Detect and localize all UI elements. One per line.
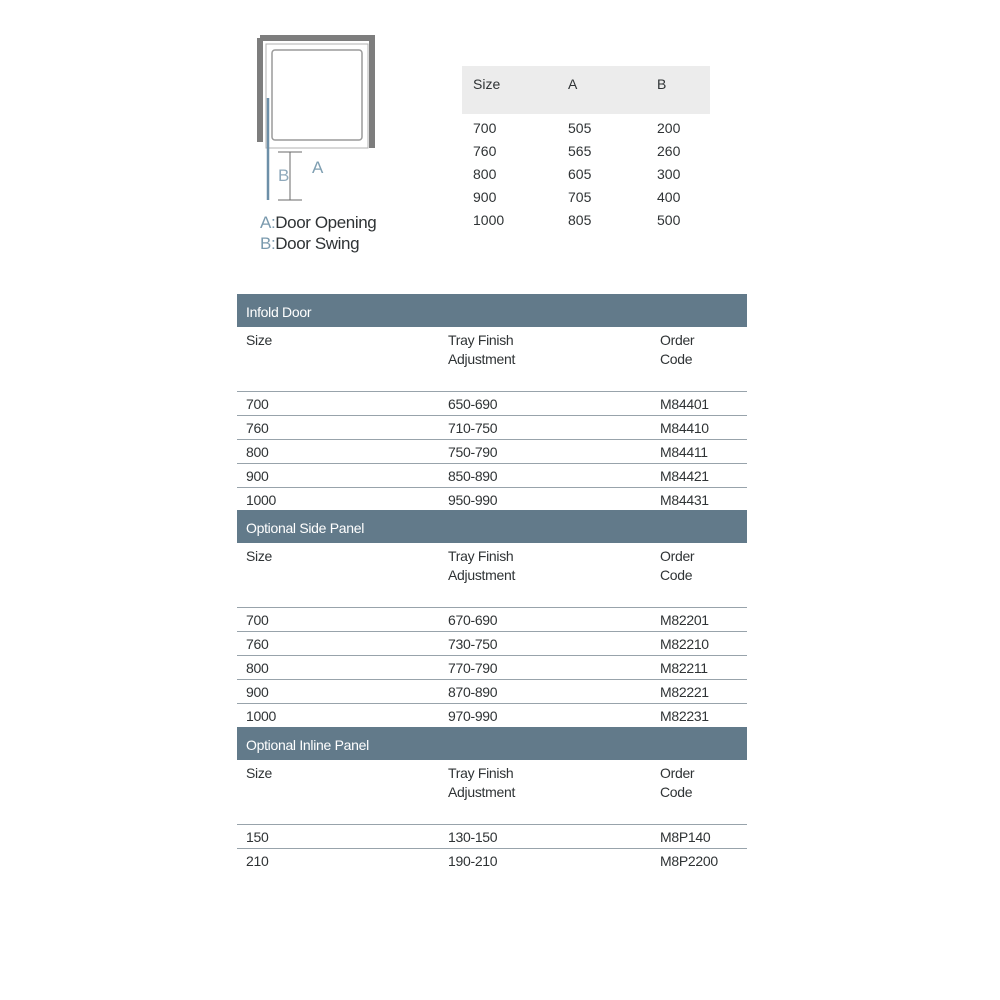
cell: 700: [246, 612, 269, 628]
legend-key: A:: [260, 213, 276, 232]
cell: M84411: [660, 444, 708, 460]
table-row: [462, 120, 710, 143]
cell: M82210: [660, 636, 709, 652]
column-header: [237, 327, 747, 391]
cell: M82231: [660, 708, 709, 724]
dimensions-table: [462, 66, 710, 235]
cell: 950-990: [448, 492, 498, 508]
header-b: B: [657, 76, 667, 92]
col-order-code: [660, 331, 694, 369]
cell: 705: [568, 189, 592, 205]
table-row: [237, 415, 747, 439]
cell: 190-210: [448, 853, 498, 869]
cell: 210: [246, 853, 269, 869]
cell: 730-750: [448, 636, 498, 652]
table-row: [237, 463, 747, 487]
section-title: Optional Side Panel: [237, 510, 747, 543]
cell: 400: [657, 189, 681, 205]
side-panel-table: [237, 510, 747, 727]
cell: M84401: [660, 396, 709, 412]
cell: 700: [473, 120, 497, 136]
cell: 710-750: [448, 420, 498, 436]
infold-door-table: [237, 294, 747, 511]
cell: M84431: [660, 492, 709, 508]
table-row: [237, 703, 747, 727]
table-row: [237, 391, 747, 415]
col-order-code: [660, 764, 694, 802]
col-tray-line1: Tray Finish: [448, 332, 514, 348]
cell: M84410: [660, 420, 709, 436]
header-size: Size: [473, 76, 501, 92]
cell: 850-890: [448, 468, 498, 484]
cell: M8P2200: [660, 853, 718, 869]
diagram-label-a: A: [312, 158, 324, 177]
cell: 770-790: [448, 660, 498, 676]
legend-key: B:: [260, 234, 276, 253]
cell: 970-990: [448, 708, 498, 724]
column-header: [237, 760, 747, 824]
col-tray-line1: Tray Finish: [448, 765, 514, 781]
cell: 505: [568, 120, 592, 136]
table-row: [237, 631, 747, 655]
cell: 800: [246, 444, 269, 460]
col-tray-finish: [448, 764, 515, 802]
diagram-label-b: B: [278, 166, 290, 185]
cell: 1000: [246, 708, 276, 724]
cell: 900: [246, 468, 269, 484]
cell: M82211: [660, 660, 708, 676]
legend-item-a: [260, 212, 376, 233]
header-a: A: [568, 76, 578, 92]
column-header: [237, 543, 747, 607]
cell: 750-790: [448, 444, 498, 460]
table-row: [237, 655, 747, 679]
cell: 300: [657, 166, 681, 182]
table-row: [237, 824, 747, 848]
cell: 200: [657, 120, 681, 136]
table-row: [237, 607, 747, 631]
table-row: [462, 143, 710, 166]
cell: 760: [246, 636, 269, 652]
cell: M8P140: [660, 829, 711, 845]
cell: 805: [568, 212, 592, 228]
section-title: Optional Inline Panel: [237, 727, 747, 760]
cell: 700: [246, 396, 269, 412]
cell: 760: [473, 143, 497, 159]
cell: 130-150: [448, 829, 498, 845]
cell: 900: [473, 189, 497, 205]
col-tray-finish: [448, 331, 515, 369]
legend-text: Door Swing: [275, 234, 360, 253]
cell: M82201: [660, 612, 709, 628]
col-tray-line2: Adjustment: [448, 784, 516, 800]
cell: 870-890: [448, 684, 498, 700]
cell: 670-690: [448, 612, 498, 628]
cell: 760: [246, 420, 269, 436]
legend-text: Door Opening: [275, 213, 377, 232]
col-tray-line2: Adjustment: [448, 567, 516, 583]
table-row: [462, 166, 710, 189]
col-order-line2: Code: [660, 784, 693, 800]
col-order-code: [660, 547, 694, 585]
col-tray-line1: Tray Finish: [448, 548, 514, 564]
col-size: Size: [246, 548, 273, 564]
col-order-line2: Code: [660, 351, 693, 367]
table-row: [462, 212, 710, 235]
cell: M82221: [660, 684, 709, 700]
col-size: Size: [246, 765, 273, 781]
col-tray-line2: Adjustment: [448, 351, 516, 367]
table-row: [237, 848, 747, 872]
cell: 650-690: [448, 396, 498, 412]
table-row: [237, 679, 747, 703]
col-order-line1: Order: [660, 765, 695, 781]
cell: 900: [246, 684, 269, 700]
cell: 1000: [246, 492, 276, 508]
enclosure-plan-diagram: [252, 34, 402, 214]
cell: 1000: [473, 212, 505, 228]
section-title: Infold Door: [237, 294, 747, 327]
legend-item-b: [260, 233, 376, 254]
inline-panel-table: [237, 727, 747, 872]
cell: M84421: [660, 468, 709, 484]
cell: 605: [568, 166, 592, 182]
cell: 800: [246, 660, 269, 676]
table-row: [462, 189, 710, 212]
cell: 800: [473, 166, 497, 182]
diagram-legend: [260, 212, 376, 254]
table-row: [237, 439, 747, 463]
col-size: Size: [246, 332, 273, 348]
col-order-line2: Code: [660, 567, 693, 583]
table-row: [237, 487, 747, 511]
cell: 565: [568, 143, 592, 159]
dimensions-header: [462, 66, 710, 114]
col-tray-finish: [448, 547, 515, 585]
cell: 260: [657, 143, 681, 159]
cell: 150: [246, 829, 269, 845]
col-order-line1: Order: [660, 332, 695, 348]
cell: 500: [657, 212, 681, 228]
col-order-line1: Order: [660, 548, 695, 564]
